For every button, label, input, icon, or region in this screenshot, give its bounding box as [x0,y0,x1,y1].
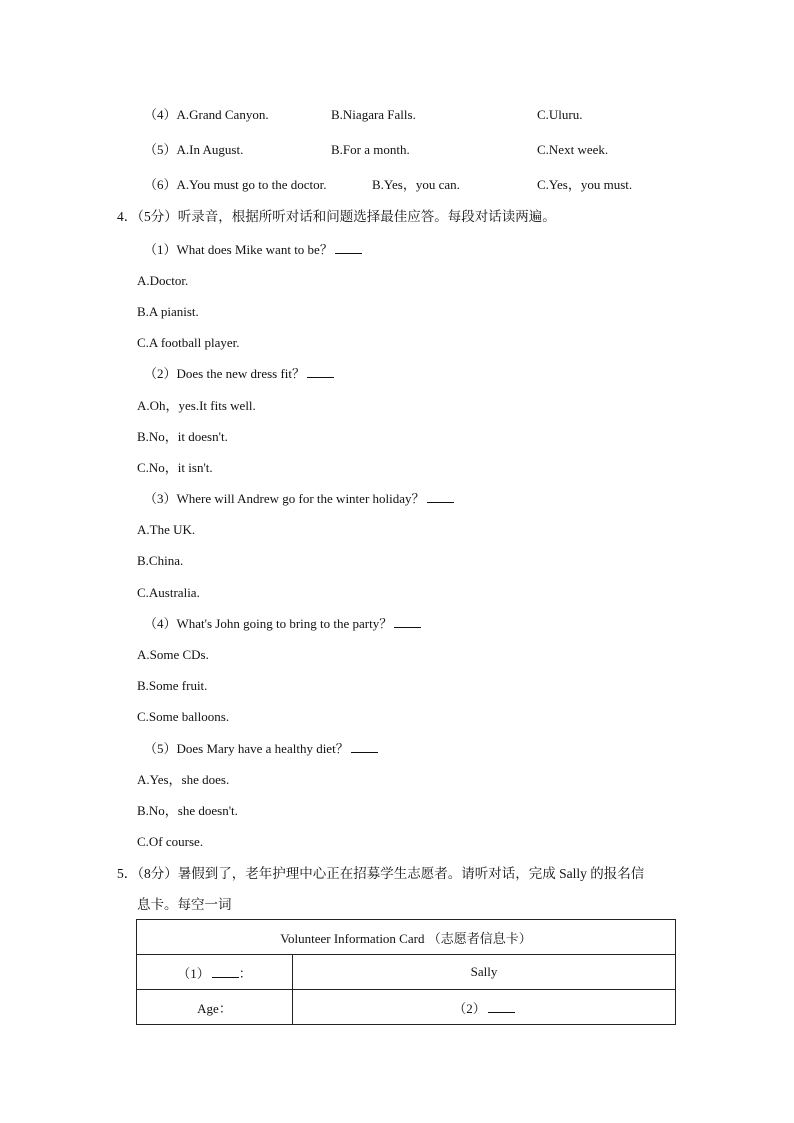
q4-4-question: （4）What's John going to bring to the party？ [144,616,421,632]
q4-2-option-a: A.Oh，yes.It fits well. [137,398,256,413]
q3-6-option-a: （6）A.You must go to the doctor. [144,177,327,192]
answer-blank[interactable] [335,242,362,254]
q4-5-option-a: A.Yes，she does. [137,772,230,787]
q3-5-option-c: C.Next week. [537,142,609,157]
answer-blank[interactable] [394,616,421,628]
q4-2-option-b: B.No，it doesn't. [137,429,228,444]
q4-4-option-b: B.Some fruit. [137,678,208,693]
q4-header: 4．（5分）听录音，根据所听对话和问题选择最佳应答。每段对话读两遍。 [117,209,556,224]
q3-5-option-a: （5）A.In August. [144,142,244,157]
q4-1-option-b: B.A pianist. [137,304,199,319]
q3-5-option-b: B.For a month. [331,142,410,157]
card-title: Volunteer Information Card （志愿者信息卡） [137,920,676,955]
q4-3-question: （3）Where will Andrew go for the winter holiday？ [144,491,454,507]
q5-header-line1: 5．（8分）暑假到了，老年护理中心正在招募学生志愿者。请听对话，完成 Sally 的报名信 [117,866,645,881]
answer-blank[interactable] [488,1001,515,1013]
q3-4-option-c: C.Uluru. [537,107,583,122]
q3-6-option-c: C.Yes，you must. [537,177,633,192]
q4-1-option-c: C.A football player. [137,335,240,350]
q4-5-option-b: B.No，she doesn't. [137,803,238,818]
card-row1-label: （1） ： [137,955,293,990]
q3-4-option-b: B.Niagara Falls. [331,107,416,122]
q4-5-question: （5）Does Mary have a healthy diet？ [144,741,378,757]
card-row1-value: Sally [293,955,676,990]
answer-blank[interactable] [427,491,454,503]
q4-3-option-a: A.The UK. [137,522,196,537]
q4-4-option-c: C.Some balloons. [137,709,230,724]
q4-3-option-b: B.China. [137,553,184,568]
answer-blank[interactable] [351,741,378,753]
q4-3-option-c: C.Australia. [137,585,200,600]
q4-5-option-c: C.Of course. [137,834,204,849]
q4-1-question: （1）What does Mike want to be？ [144,242,362,258]
card-row2-label: Age： [137,990,293,1025]
answer-blank[interactable] [212,966,239,978]
answer-blank[interactable] [307,366,334,378]
q5-header-line2: 息卡。每空一词 [137,897,232,912]
card-row2-value: （2） [293,990,676,1025]
q4-1-option-a: A.Doctor. [137,273,189,288]
q4-2-option-c: C.No，it isn't. [137,460,213,475]
q3-6-option-b: B.Yes，you can. [372,177,460,192]
q4-2-question: （2）Does the new dress fit？ [144,366,334,382]
volunteer-information-card [136,919,676,1025]
q3-4-option-a: （4）A.Grand Canyon. [144,107,269,122]
q4-4-option-a: A.Some CDs. [137,647,209,662]
